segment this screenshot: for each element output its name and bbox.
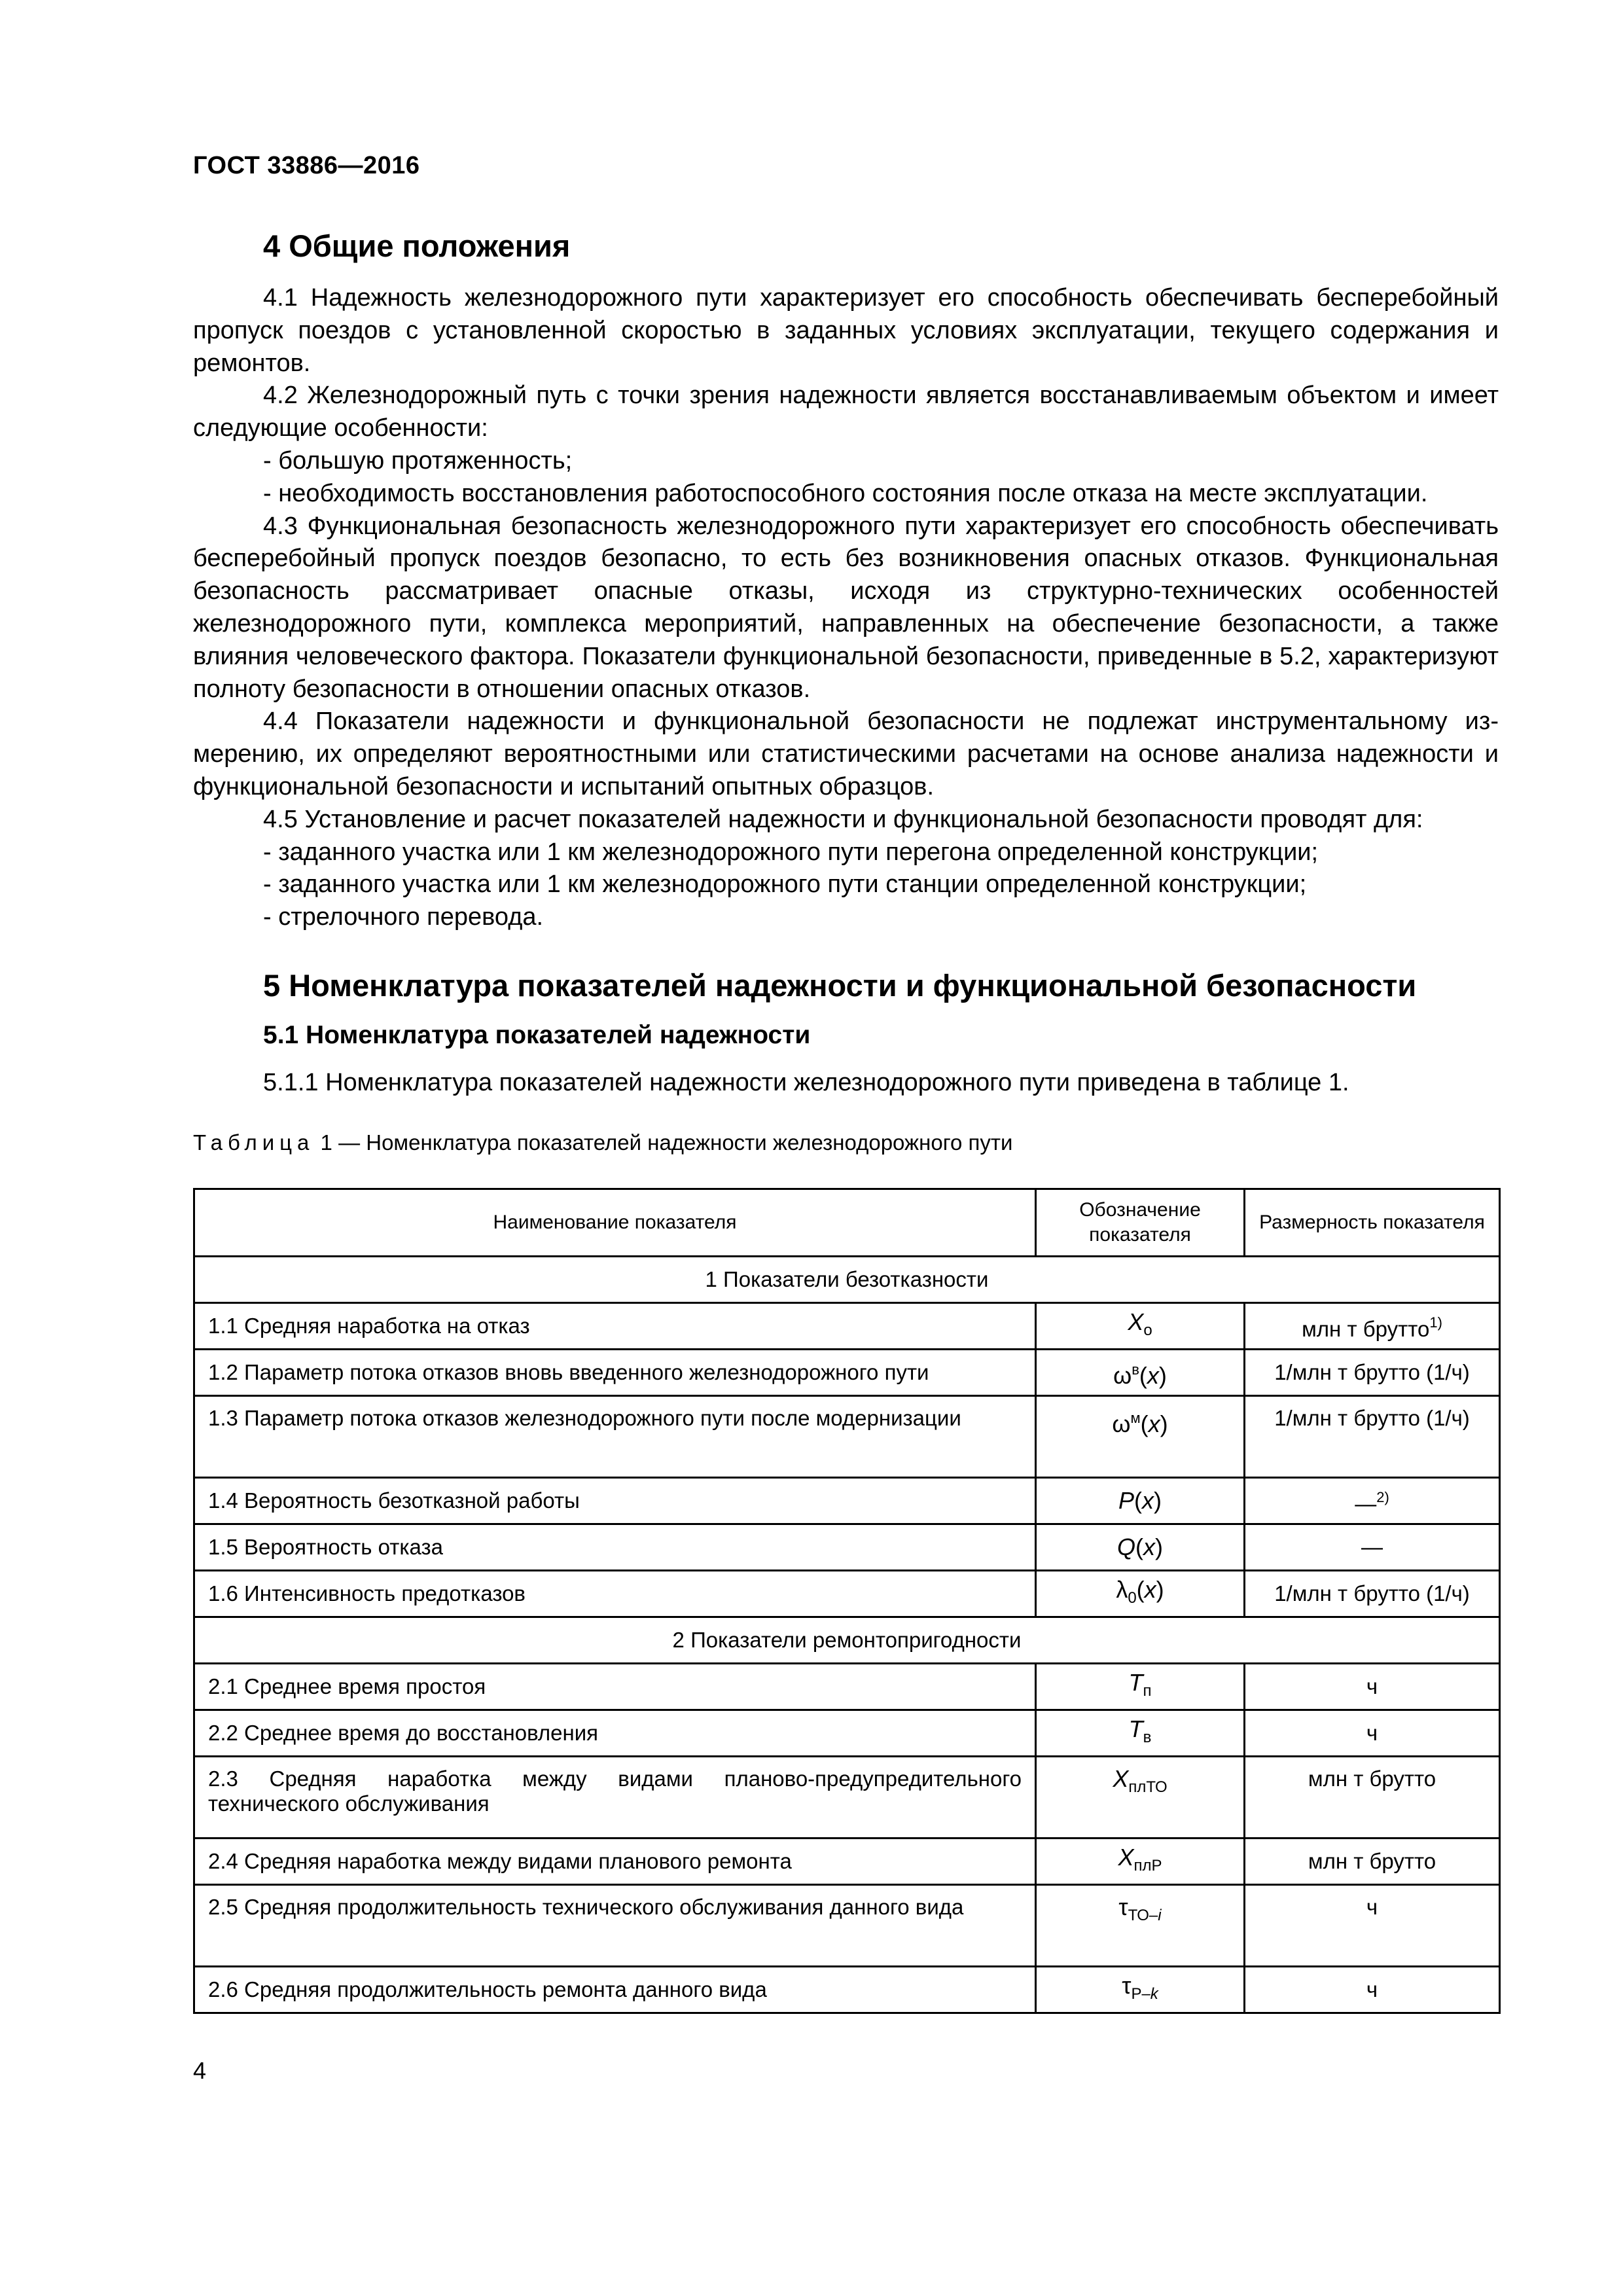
table-caption <box>193 1130 1012 1155</box>
symbol-argument: (x) <box>1134 1487 1162 1514</box>
indicator-symbol <box>1036 1571 1245 1617</box>
indicator-unit <box>1245 1478 1500 1524</box>
symbol-subscript: плР <box>1133 1856 1162 1874</box>
indicator-unit <box>1245 1571 1500 1617</box>
indicator-symbol <box>1036 1524 1245 1571</box>
table-group-row <box>194 1257 1500 1303</box>
section-5-body <box>193 1067 1499 1100</box>
subsection-5-1-title: 5.1 Номенклатура показателей надежности <box>263 1021 811 1049</box>
indicator-symbol <box>1036 1303 1245 1350</box>
symbol-subscript: в <box>1143 1728 1152 1746</box>
symbol-argument: (x) <box>1139 1361 1167 1389</box>
unit-value: 1/млн т брутто (1/ч) <box>1274 1406 1470 1430</box>
table-row <box>194 1478 1500 1524</box>
indicator-unit <box>1245 1885 1500 1967</box>
indicator-unit <box>1245 1710 1500 1757</box>
symbol-base: λ <box>1116 1575 1128 1603</box>
symbol-argument: (x) <box>1136 1575 1164 1603</box>
table-caption-text: 1 — Номенклатура показателей надежности железнодорожного пути <box>314 1130 1013 1155</box>
list-item: - большую протяженность; <box>263 446 573 475</box>
table-row <box>194 1571 1500 1617</box>
symbol-subscript: 0 <box>1128 1588 1137 1607</box>
symbol-base: τ <box>1118 1893 1128 1920</box>
section-5-title: 5 Номенклатура показателей надежности и функциональной безопасности <box>263 968 1417 1003</box>
symbol-subscript: Р–k <box>1131 1984 1158 2003</box>
section-4-body <box>193 282 1499 934</box>
unit-footnote-marker: 1) <box>1429 1314 1442 1331</box>
symbol-base: ω <box>1112 1410 1131 1437</box>
indicator-name: 2.2 Среднее время до восстановления <box>194 1710 1036 1757</box>
symbol-base: P <box>1118 1487 1134 1514</box>
unit-value: ч <box>1366 1977 1378 2001</box>
symbol-base: X <box>1128 1308 1144 1335</box>
unit-value: ч <box>1366 1674 1378 1698</box>
symbol-base: X <box>1113 1765 1129 1792</box>
symbol-base: ω <box>1113 1361 1132 1389</box>
indicator-unit <box>1245 1524 1500 1571</box>
unit-value: 1/млн т брутто (1/ч) <box>1274 1360 1470 1384</box>
unit-value: млн т брутто <box>1302 1317 1430 1341</box>
indicator-name: 1.4 Вероятность безотказной работы <box>194 1478 1036 1524</box>
indicator-unit <box>1245 1664 1500 1710</box>
symbol-base: X <box>1118 1843 1134 1871</box>
indicator-symbol <box>1036 1839 1245 1885</box>
unit-value: млн т брутто <box>1308 1849 1436 1873</box>
reliability-indicators-table <box>193 1188 1501 2014</box>
indicator-unit <box>1245 1303 1500 1350</box>
symbol-subscript: п <box>1143 1681 1152 1700</box>
indicator-symbol <box>1036 1967 1245 2013</box>
symbol-subscript: плТО <box>1128 1778 1168 1796</box>
indicator-name: 2.1 Среднее время простоя <box>194 1664 1036 1710</box>
paragraph-4-3: 4.3 Функциональная безопасность железнодорожного пути характеризует его способность обеспечивать бесперебойный пропуск поездов безопасно, то есть без возникновения опасных отказов. Функциональная безопасность рассматривает опасные отказы, исходя из структурно-технических особенностей железнодорожного пути, комплекса мероприятий, направленных на обеспечение безопасности, а также влияния человеческого фактора. Показатели функциональной безопасности, приведенные в 5.2, характеризуют полноту безопасности в отношении опасных отказов. <box>193 512 1499 703</box>
list-item: - заданного участка или 1 км железнодорожного пути перегона определенной конструкции; <box>263 838 1319 866</box>
indicator-name: 2.4 Средняя наработка между видами планового ремонта <box>194 1839 1036 1885</box>
paragraph-4-4: 4.4 Показатели надежности и функциональной безопасности не подлежат инструментальному измерению, их определяют вероятностными или статистическими расчетами на основе анализа надежности и функциональной безопасности и испытаний опытных образцов. <box>193 708 1499 800</box>
table-group-row <box>194 1617 1500 1664</box>
symbol-subscript: о <box>1143 1321 1152 1339</box>
table-header-row <box>194 1189 1500 1257</box>
symbol-base: Q <box>1116 1534 1135 1560</box>
unit-value: млн т брутто <box>1308 1767 1436 1791</box>
table-row <box>194 1664 1500 1710</box>
indicator-symbol <box>1036 1396 1245 1478</box>
indicator-name: 2.5 Средняя продолжительность технического обслуживания данного вида <box>194 1885 1036 1967</box>
list-item: - стрелочного перевода. <box>263 903 544 931</box>
indicator-symbol <box>1036 1885 1245 1967</box>
indicator-unit <box>1245 1757 1500 1839</box>
table-row <box>194 1757 1500 1839</box>
indicator-symbol <box>1036 1664 1245 1710</box>
column-header: Размерность показателя <box>1245 1189 1500 1257</box>
paragraph-5-1-1: 5.1.1 Номенклатура показателей надежности железнодорожного пути приведена в таблице 1. <box>263 1069 1349 1096</box>
symbol-superscript: в <box>1132 1361 1139 1378</box>
symbol-base: τ <box>1122 1971 1132 1999</box>
symbol-argument: (x) <box>1140 1410 1168 1437</box>
paragraph-4-1: 4.1 Надежность железнодорожного пути характеризует его способность обеспечивать бесперебойный пропуск поездов с установленной скоростью в заданных условиях эксплуатации, текущего содержания и ремонтов. <box>193 284 1499 377</box>
group-label: 2 Показатели ремонтопригодности <box>194 1617 1500 1664</box>
list-item: - необходимость восстановления работоспособного состояния после отказа на месте эксплуатации. <box>263 479 1428 507</box>
symbol-superscript: м <box>1130 1410 1141 1426</box>
unit-footnote-marker: 2) <box>1376 1489 1389 1505</box>
indicator-unit <box>1245 1839 1500 1885</box>
paragraph-4-5: 4.5 Установление и расчет показателей надежности и функциональной безопасности проводят для: <box>263 805 1423 833</box>
paragraph-4-2: 4.2 Железнодорожный путь с точки зрения надежности является восстанавливаемым объектом и имеет следующие особенности: <box>193 382 1499 442</box>
table-row <box>194 1967 1500 2013</box>
list-item: - заданного участка или 1 км железнодорожного пути станции определенной конструкции; <box>263 870 1307 899</box>
indicator-symbol <box>1036 1757 1245 1839</box>
indicator-symbol <box>1036 1350 1245 1396</box>
indicator-name: 1.3 Параметр потока отказов железнодорожного пути после модернизации <box>194 1396 1036 1478</box>
column-header: Обозначение показателя <box>1036 1189 1245 1257</box>
indicator-name: 1.5 Вероятность отказа <box>194 1524 1036 1571</box>
indicator-unit <box>1245 1396 1500 1478</box>
page-number: 4 <box>193 2057 207 2084</box>
table-row <box>194 1710 1500 1757</box>
table-row <box>194 1885 1500 1967</box>
symbol-argument: (x) <box>1135 1534 1163 1560</box>
table-row <box>194 1524 1500 1571</box>
unit-value: — <box>1361 1535 1383 1559</box>
unit-value: ч <box>1366 1895 1378 1919</box>
indicator-unit <box>1245 1967 1500 2013</box>
table-caption-label: Таблица <box>193 1130 315 1155</box>
indicator-symbol <box>1036 1478 1245 1524</box>
unit-value: 1/млн т брутто (1/ч) <box>1274 1581 1470 1605</box>
symbol-subscript: ТО–i <box>1128 1907 1162 1924</box>
table-row <box>194 1303 1500 1350</box>
group-label: 1 Показатели безотказности <box>194 1257 1500 1303</box>
indicator-name: 1.1 Средняя наработка на отказ <box>194 1303 1036 1350</box>
indicator-name: 2.6 Средняя продолжительность ремонта данного вида <box>194 1967 1036 2013</box>
indicator-name: 1.2 Параметр потока отказов вновь введенного железнодорожного пути <box>194 1350 1036 1396</box>
table-row <box>194 1396 1500 1478</box>
section-4-title: 4 Общие положения <box>263 228 571 263</box>
unit-value: — <box>1355 1492 1377 1516</box>
indicator-symbol <box>1036 1710 1245 1757</box>
document-header: ГОСТ 33886—2016 <box>193 152 420 179</box>
table-row <box>194 1350 1500 1396</box>
indicator-unit <box>1245 1350 1500 1396</box>
unit-value: ч <box>1366 1721 1378 1745</box>
indicator-name: 1.6 Интенсивность предотказов <box>194 1571 1036 1617</box>
symbol-base: T <box>1128 1668 1143 1696</box>
table-row <box>194 1839 1500 1885</box>
indicator-name: 2.3 Средняя наработка между видами планово-предупредительного технического обслуживания <box>194 1757 1036 1839</box>
column-header: Наименование показателя <box>194 1189 1036 1257</box>
symbol-base: T <box>1128 1715 1143 1742</box>
